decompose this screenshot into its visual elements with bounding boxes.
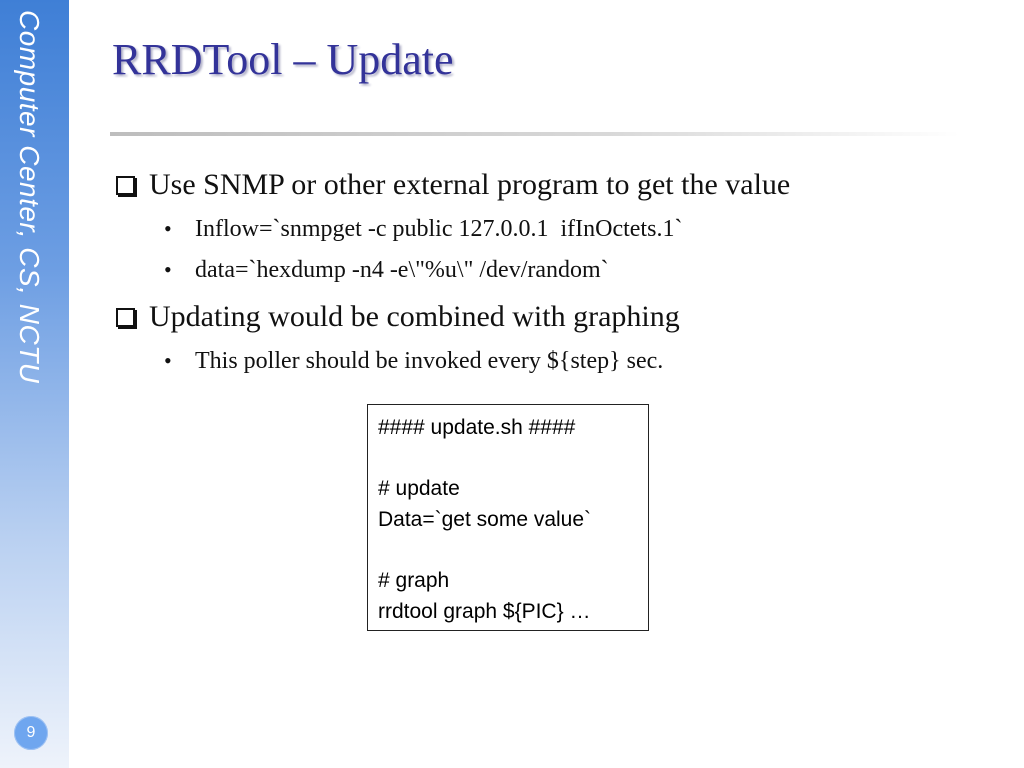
sub-bullet <box>164 344 992 378</box>
code-line: # update <box>378 477 460 501</box>
sub-bullet-text: Inflow=`snmpget -c public 127.0.0.1 ifInOctets.1` <box>195 216 683 242</box>
title-divider <box>110 132 960 136</box>
bullet-list <box>112 165 992 378</box>
dot-bullet-icon: • <box>164 257 172 282</box>
code-line: Data=`get some value` <box>378 508 592 532</box>
code-line <box>378 444 638 475</box>
bullet-heading <box>112 165 992 205</box>
bullet-section <box>112 165 992 287</box>
checkbox-bullet-icon <box>116 176 135 195</box>
code-line <box>378 536 638 567</box>
dot-bullet-icon: • <box>164 348 172 373</box>
bullet-heading <box>112 297 992 337</box>
checkbox-bullet-icon <box>116 308 135 327</box>
bullet-heading-text: Use SNMP or other external program to get the value <box>149 168 791 201</box>
bullet-section <box>112 297 992 378</box>
code-line: # graph <box>378 569 450 593</box>
sub-bullet <box>164 212 992 246</box>
page-number-badge: 9 <box>14 716 48 750</box>
sub-bullet-text: This poller should be invoked every ${step} sec. <box>195 348 664 374</box>
code-line: rrdtool graph ${PIC} … <box>378 600 591 624</box>
dot-bullet-icon: • <box>164 216 172 241</box>
code-line: #### update.sh #### <box>378 416 576 439</box>
sidebar <box>0 0 69 768</box>
code-snippet-box <box>367 404 649 631</box>
sub-bullet <box>164 253 992 287</box>
slide-title: RRDTool – Update <box>112 35 454 84</box>
sidebar-organization-label: Computer Center, CS, NCTU <box>14 10 45 384</box>
sub-bullet-text: data=`hexdump -n4 -e\"%u\" /dev/random` <box>195 257 609 283</box>
bullet-heading-text: Updating would be combined with graphing <box>149 300 680 333</box>
